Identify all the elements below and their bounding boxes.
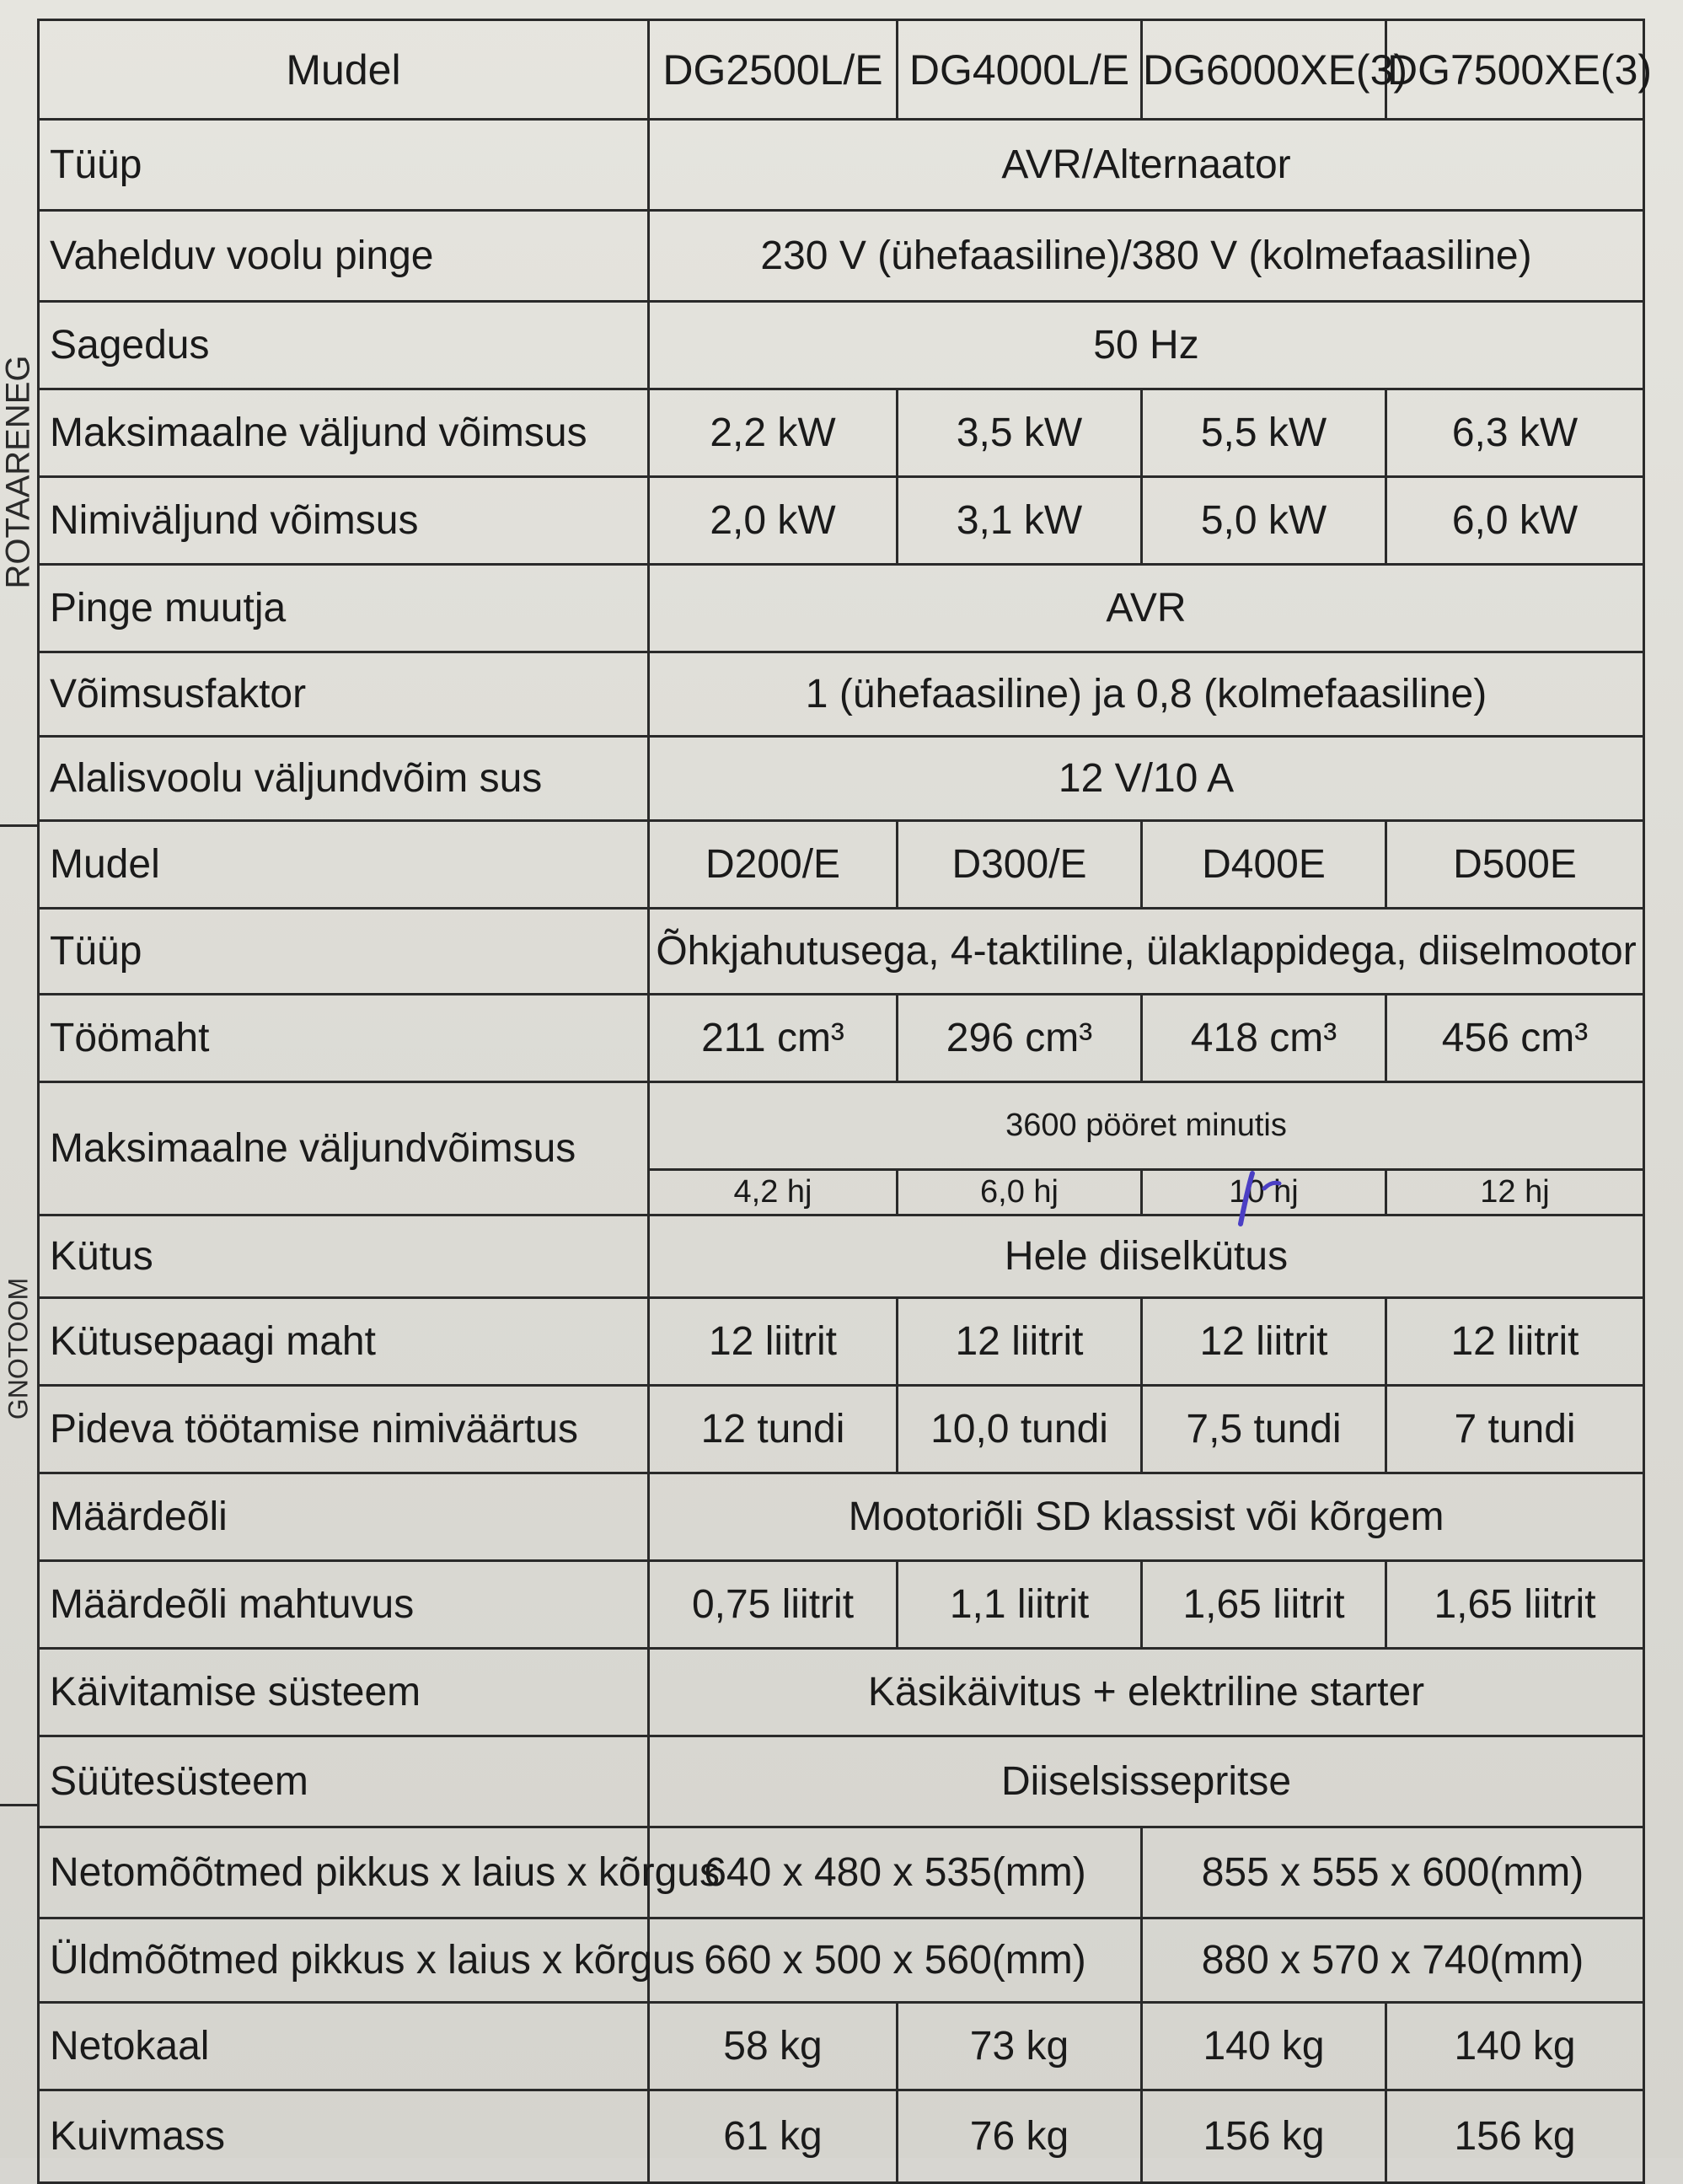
row-label-frequency: Sagedus xyxy=(39,302,649,389)
table-row xyxy=(39,389,1644,477)
row-label-displacement: Töömaht xyxy=(39,995,649,1082)
continuous-run-1: 12 tundi xyxy=(649,1386,898,1473)
header-label: Mudel xyxy=(39,20,649,120)
max-output-4: 6,3 kW xyxy=(1386,389,1644,477)
row-label-gen-type: Tüüp xyxy=(39,120,649,211)
engine-model-3: D400E xyxy=(1142,821,1386,909)
engine-side-label xyxy=(0,1248,37,1450)
gross-dims-2: 880 x 570 x 740(mm) xyxy=(1142,1918,1644,2003)
table-row xyxy=(39,1649,1644,1736)
net-dims-1: 640 x 480 x 535(mm) xyxy=(649,1827,1142,1918)
row-label-continuous-run: Pideva töötamise nimiväärtus xyxy=(39,1386,649,1473)
tank-capacity-1: 12 liitrit xyxy=(649,1298,898,1386)
rated-output-4: 6,0 kW xyxy=(1386,477,1644,565)
table-row xyxy=(39,2090,1644,2183)
table-row xyxy=(39,995,1644,1082)
lube-capacity-4: 1,65 liitrit xyxy=(1386,1561,1644,1649)
row-label-max-power: Maksimaalne väljundvõimsus xyxy=(39,1082,649,1215)
continuous-run-2: 10,0 tundi xyxy=(898,1386,1142,1473)
net-weight-4: 140 kg xyxy=(1386,2003,1644,2090)
fuel-value: Hele diiselkütus xyxy=(649,1215,1644,1298)
rated-output-1: 2,0 kW xyxy=(649,477,898,565)
table-row xyxy=(39,909,1644,995)
lube-capacity-1: 0,75 liitrit xyxy=(649,1561,898,1649)
row-label-rated-output: Nimiväljund võimsus xyxy=(39,477,649,565)
gross-dims-1: 660 x 500 x 560(mm) xyxy=(649,1918,1142,2003)
dry-weight-4: 156 kg xyxy=(1386,2090,1644,2183)
row-label-engine-model: Mudel xyxy=(39,821,649,909)
rated-output-2: 3,1 kW xyxy=(898,477,1142,565)
table-row xyxy=(39,1386,1644,1473)
dry-weight-3: 156 kg xyxy=(1142,2090,1386,2183)
table-row xyxy=(39,652,1644,737)
table-row xyxy=(39,565,1644,652)
table-row xyxy=(39,2003,1644,2090)
lube-capacity-3: 1,65 liitrit xyxy=(1142,1561,1386,1649)
table-row xyxy=(39,1736,1644,1827)
table-row xyxy=(39,477,1644,565)
voltage-regulator-value: AVR xyxy=(649,565,1644,652)
specification-table xyxy=(37,19,1653,2184)
dry-weight-1: 61 kg xyxy=(649,2090,898,2183)
displacement-3: 418 cm³ xyxy=(1142,995,1386,1082)
engine-model-4: D500E xyxy=(1386,821,1644,909)
engine-type-value: Õhkjahutusega, 4-taktiline, ülaklappidega, diiselmootor xyxy=(649,909,1644,995)
continuous-run-3: 7,5 tundi xyxy=(1142,1386,1386,1473)
row-label-max-output: Maksimaalne väljund võimsus xyxy=(39,389,649,477)
section-divider-left-2 xyxy=(0,1804,37,1806)
table-row xyxy=(39,120,1644,211)
header-model-2: DG4000L/E xyxy=(898,20,1142,120)
table-row xyxy=(39,1215,1644,1298)
row-label-ac-voltage: Vahelduv voolu pinge xyxy=(39,211,649,302)
row-label-dc-output: Alalisvoolu väljundvõim sus xyxy=(39,737,649,821)
table-row xyxy=(39,1561,1644,1649)
max-output-2: 3,5 kW xyxy=(898,389,1142,477)
row-label-lube-oil: Määrdeõli xyxy=(39,1473,649,1561)
table-row xyxy=(39,1082,1644,1170)
table-row xyxy=(39,821,1644,909)
row-label-ignition-system: Süütesüsteem xyxy=(39,1736,649,1827)
row-label-voltage-regulator: Pinge muutja xyxy=(39,565,649,652)
row-label-starting-system: Käivitamise süsteem xyxy=(39,1649,649,1736)
frequency-value: 50 Hz xyxy=(649,302,1644,389)
dc-output-value: 12 V/10 A xyxy=(649,737,1644,821)
displacement-4: 456 cm³ xyxy=(1386,995,1644,1082)
net-weight-2: 73 kg xyxy=(898,2003,1142,2090)
row-label-lube-capacity: Määrdeõli mahtuvus xyxy=(39,1561,649,1649)
row-label-power-factor: Võimsusfaktor xyxy=(39,652,649,737)
row-label-net-dims: Netomõõtmed pikkus x laius x kõrgus xyxy=(39,1827,649,1918)
lube-capacity-2: 1,1 liitrit xyxy=(898,1561,1142,1649)
ignition-system-value: Diiselsissepritse xyxy=(649,1736,1644,1827)
section-divider-left xyxy=(0,824,37,827)
max-power-1: 4,2 hj xyxy=(649,1170,898,1215)
rated-output-3: 5,0 kW xyxy=(1142,477,1386,565)
displacement-2: 296 cm³ xyxy=(898,995,1142,1082)
engine-model-1: D200/E xyxy=(649,821,898,909)
table-row xyxy=(39,1918,1644,2003)
displacement-1: 211 cm³ xyxy=(649,995,898,1082)
ac-voltage-value: 230 V (ühefaasiline)/380 V (kolmefaasiline) xyxy=(649,211,1644,302)
header-model-3: DG6000XE(3) xyxy=(1142,20,1386,120)
row-label-net-weight: Netokaal xyxy=(39,2003,649,2090)
dry-weight-2: 76 kg xyxy=(898,2090,1142,2183)
table-row xyxy=(39,1827,1644,1918)
table-row xyxy=(39,211,1644,302)
engine-model-2: D300/E xyxy=(898,821,1142,909)
net-dims-2: 855 x 555 x 600(mm) xyxy=(1142,1827,1644,1918)
header-row xyxy=(39,20,1644,120)
net-weight-1: 58 kg xyxy=(649,2003,898,2090)
max-output-3: 5,5 kW xyxy=(1142,389,1386,477)
engine-side-label-text: GNOTOOM xyxy=(3,1277,34,1420)
table-row xyxy=(39,302,1644,389)
max-power-3: 10 hj xyxy=(1142,1170,1386,1215)
gen-type-value: AVR/Alternaator xyxy=(649,120,1644,211)
table-row xyxy=(39,737,1644,821)
pen-tick-mark xyxy=(1230,1165,1289,1232)
header-model-1: DG2500L/E xyxy=(649,20,898,120)
table-row xyxy=(39,1473,1644,1561)
max-output-1: 2,2 kW xyxy=(649,389,898,477)
tank-capacity-2: 12 liitrit xyxy=(898,1298,1142,1386)
generator-side-label xyxy=(0,118,37,826)
max-power-4: 12 hj xyxy=(1386,1170,1644,1215)
row-label-fuel: Kütus xyxy=(39,1215,649,1298)
tank-capacity-4: 12 liitrit xyxy=(1386,1298,1644,1386)
tank-capacity-3: 12 liitrit xyxy=(1142,1298,1386,1386)
row-label-engine-type: Tüüp xyxy=(39,909,649,995)
generator-side-label-text: ROTAARENEG xyxy=(0,355,37,589)
max-power-2: 6,0 hj xyxy=(898,1170,1142,1215)
lube-oil-value: Mootoriõli SD klassist või kõrgem xyxy=(649,1473,1644,1561)
starting-system-value: Käsikäivitus + elektriline starter xyxy=(649,1649,1644,1736)
row-label-dry-weight: Kuivmass xyxy=(39,2090,649,2183)
continuous-run-4: 7 tundi xyxy=(1386,1386,1644,1473)
net-weight-3: 140 kg xyxy=(1142,2003,1386,2090)
row-label-gross-dims: Üldmõõtmed pikkus x laius x kõrgus xyxy=(39,1918,649,2003)
table-row xyxy=(39,1298,1644,1386)
header-model-4: DG7500XE(3) xyxy=(1386,20,1644,120)
row-label-tank-capacity: Kütusepaagi maht xyxy=(39,1298,649,1386)
max-power-rpm: 3600 pööret minutis xyxy=(649,1082,1644,1170)
power-factor-value: 1 (ühefaasiline) ja 0,8 (kolmefaasiline) xyxy=(649,652,1644,737)
